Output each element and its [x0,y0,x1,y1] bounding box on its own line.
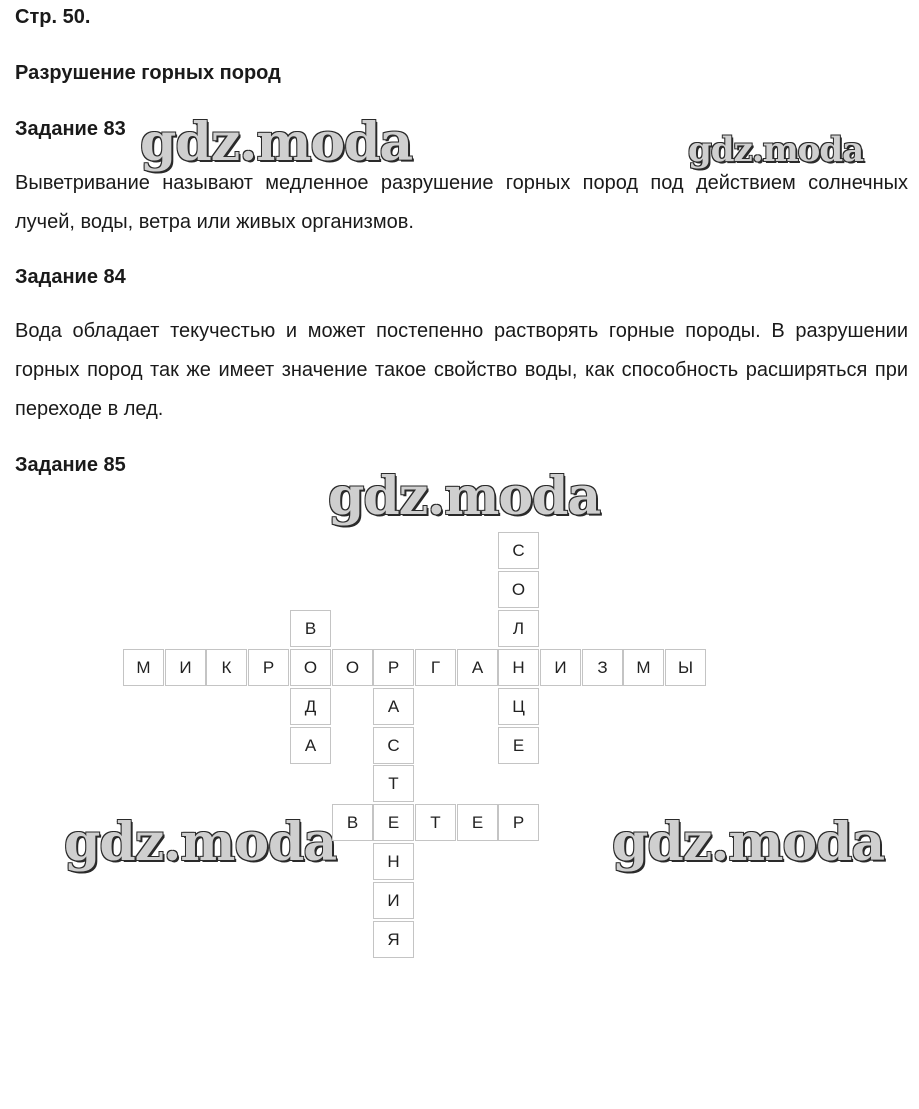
crossword-cell: А [373,688,414,725]
crossword-cell: М [623,649,664,686]
crossword-cell: Я [373,921,414,958]
crossword-cell: Е [373,804,414,841]
crossword-cell: А [457,649,498,686]
crossword-cell: Г [415,649,456,686]
crossword-cell: Т [373,765,414,802]
crossword-cell: З [582,649,623,686]
crossword-cell: И [540,649,581,686]
crossword-cell: С [498,532,539,569]
crossword-cell: К [206,649,247,686]
crossword-cell: Р [248,649,289,686]
watermark-3: gdz.moda [328,466,601,527]
crossword-cell: А [290,727,331,764]
watermark-5: gdz.moda [612,812,885,873]
crossword-cell: О [498,571,539,608]
crossword-cell: С [373,727,414,764]
crossword-cell: Н [373,843,414,880]
task-84-text: Вода обладает текучестью и может постепенно растворять горные породы. В разрушении горных пород так же имеет значение такое свойство воды, как способность расширяться при переходе в лед. [15,320,908,420]
section-title: Разрушение горных пород [15,62,281,84]
crossword-cell: И [373,882,414,919]
crossword-cell: Ы [665,649,706,686]
crossword-cell: Т [415,804,456,841]
crossword-cell: В [332,804,373,841]
crossword-cell: М [123,649,164,686]
crossword-cell: О [332,649,373,686]
crossword-cell: Д [290,688,331,725]
crossword-cell: Е [457,804,498,841]
watermark-4: gdz.moda [64,812,337,873]
crossword-cell: Ц [498,688,539,725]
crossword-cell: В [290,610,331,647]
watermark-1: gdz.moda [140,112,413,173]
task-84-title: Задание 84 [15,266,126,288]
task-83-title: Задание 83 [15,118,126,140]
crossword-cell: Н [498,649,539,686]
crossword-cell: О [290,649,331,686]
task-85-title: Задание 85 [15,454,126,476]
crossword-cell: Р [498,804,539,841]
watermark-2: gdz.moda [688,130,864,170]
crossword-cell: Р [373,649,414,686]
crossword-cell: И [165,649,206,686]
crossword-cell: Е [498,727,539,764]
page-label: Стр. 50. [15,6,91,28]
crossword-cell: Л [498,610,539,647]
task-83-text: Выветривание называют медленное разрушение горных пород под действием солнечных лучей, воды, ветра или живых организмов. [15,172,908,233]
